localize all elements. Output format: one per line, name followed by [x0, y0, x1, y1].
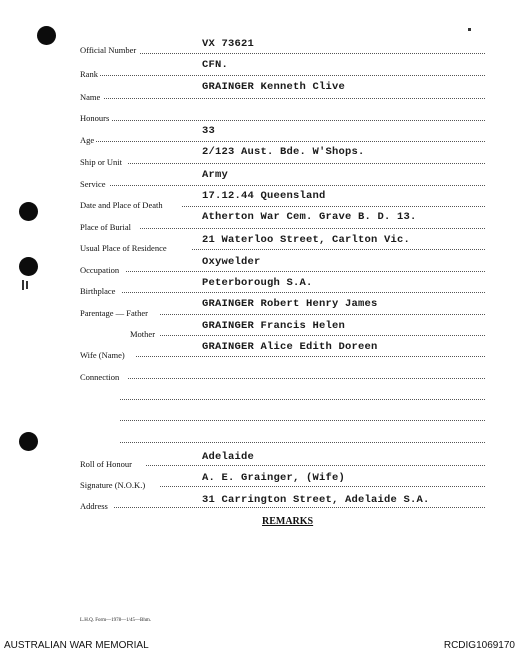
- birthplace-label: Birthplace: [80, 286, 116, 296]
- birthplace-line: [122, 292, 485, 293]
- ship-or-unit-line: [128, 163, 485, 164]
- signature-nok-line: [160, 486, 485, 487]
- address-value: 31 Carrington Street, Adelaide S.A.: [202, 494, 430, 506]
- service-value: Army: [202, 169, 229, 181]
- rank-value: CFN.: [202, 59, 229, 71]
- wife-line: [136, 356, 485, 357]
- roll-of-honour-value: Adelaide: [202, 451, 255, 463]
- signature-nok-label: Signature (N.O.K.): [80, 480, 146, 490]
- date-place-death-value: 17.12.44 Queensland: [202, 190, 326, 202]
- roll-of-honour-line: [146, 465, 485, 466]
- honours-label: Honours: [80, 113, 110, 123]
- connection-line-4: [120, 442, 485, 443]
- mother-line: [160, 335, 485, 336]
- address-label: Address: [80, 501, 108, 511]
- place-of-burial-label: Place of Burial: [80, 222, 131, 232]
- speck: [468, 28, 471, 31]
- speck: [26, 281, 28, 289]
- connection-label: Connection: [80, 372, 120, 382]
- wife-label: Wife (Name): [80, 350, 125, 360]
- official-number-line: [140, 53, 485, 54]
- age-line: [96, 141, 485, 142]
- service-line: [110, 185, 485, 186]
- date-place-death-label: Date and Place of Death: [80, 200, 163, 210]
- punch-hole-upper: [19, 202, 38, 221]
- footer-record-id: RCDIG1069170: [443, 640, 515, 651]
- usual-residence-line: [192, 249, 485, 250]
- name-value: GRAINGER Kenneth Clive: [202, 81, 346, 93]
- father-label: Parentage — Father: [80, 308, 148, 318]
- punch-hole-middle: [19, 257, 38, 276]
- occupation-value: Oxywelder: [202, 256, 261, 268]
- occupation-line: [126, 271, 485, 272]
- birthplace-value: Peterborough S.A.: [202, 277, 313, 289]
- usual-residence-value: 21 Waterloo Street, Carlton Vic.: [202, 234, 411, 246]
- ship-or-unit-label: Ship or Unit: [80, 157, 123, 167]
- honours-line: [112, 120, 485, 121]
- ship-or-unit-value: 2/123 Aust. Bde. W'Shops.: [202, 146, 365, 158]
- wife-value: GRAINGER Alice Edith Doreen: [202, 341, 378, 353]
- connection-line-3: [120, 420, 485, 421]
- remarks-heading: REMARKS: [262, 516, 314, 527]
- connection-line-2: [120, 399, 485, 400]
- form-code: L.H.Q. Form—1978—1/45—Bhm.: [80, 618, 151, 623]
- address-line: [114, 507, 485, 508]
- usual-residence-label: Usual Place of Residence: [80, 243, 167, 253]
- official-number-value: VX 73621: [202, 38, 255, 50]
- date-place-death-line: [182, 206, 485, 207]
- roll-of-honour-label: Roll of Honour: [80, 459, 132, 469]
- name-line: [104, 98, 485, 99]
- punch-hole-lower: [19, 432, 38, 451]
- signature-nok-value: A. E. Grainger, (Wife): [202, 472, 346, 484]
- official-number-label: Official Number: [80, 45, 137, 55]
- mother-value: GRAINGER Francis Helen: [202, 320, 346, 332]
- rank-line: [100, 75, 485, 76]
- place-of-burial-line: [140, 228, 485, 229]
- place-of-burial-value: Atherton War Cem. Grave B. D. 13.: [202, 211, 417, 223]
- father-line: [160, 314, 485, 315]
- father-value: GRAINGER Robert Henry James: [202, 298, 378, 310]
- occupation-label: Occupation: [80, 265, 120, 275]
- age-value: 33: [202, 125, 216, 137]
- connection-line: [128, 378, 485, 379]
- footer-archive-name: AUSTRALIAN WAR MEMORIAL: [4, 640, 149, 651]
- speck: [22, 280, 24, 290]
- age-label: Age: [80, 135, 95, 145]
- mother-label: Mother: [130, 329, 156, 339]
- rank-label: Rank: [80, 69, 98, 79]
- punch-hole-top: [37, 26, 56, 45]
- service-label: Service: [80, 179, 106, 189]
- name-label: Name: [80, 92, 101, 102]
